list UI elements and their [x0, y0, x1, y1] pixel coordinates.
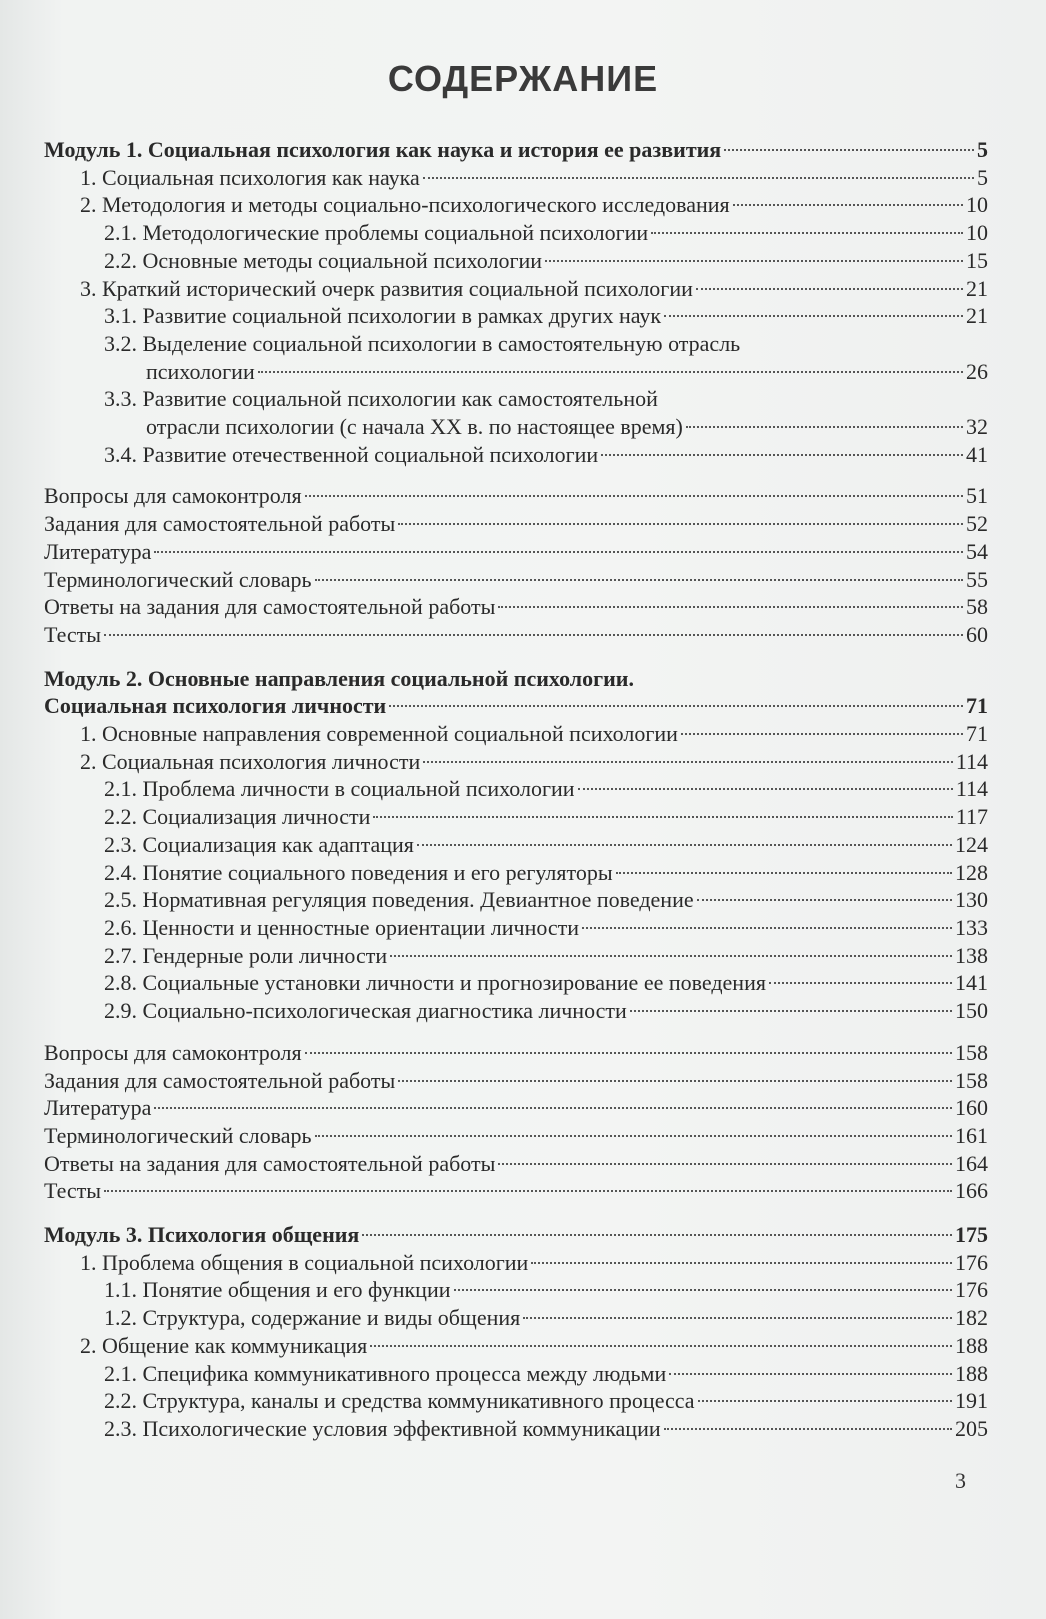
entry-label: 2.7. Гендерные роли личности — [104, 942, 388, 968]
dot-leader — [669, 1373, 952, 1375]
toc-extra-entry[interactable] — [44, 593, 988, 621]
entry-label: Тесты — [44, 1178, 102, 1204]
entry-page: 10 — [966, 220, 988, 246]
entry-page: 124 — [955, 831, 988, 857]
dot-leader — [582, 927, 952, 929]
entry-page: 141 — [955, 970, 988, 996]
dot-leader — [616, 872, 952, 874]
toc-entry[interactable] — [44, 859, 988, 887]
entry-page: 164 — [955, 1150, 988, 1176]
entry-label: 2.1. Методологические проблемы социальной психологии — [104, 220, 649, 246]
dot-leader — [630, 1010, 952, 1012]
toc-entry[interactable] — [44, 1249, 988, 1277]
toc-extra-entry[interactable] — [44, 566, 988, 594]
entry-page: 133 — [955, 914, 988, 940]
dot-leader — [398, 523, 963, 525]
toc-entry[interactable] — [44, 1360, 988, 1388]
dot-leader — [545, 260, 963, 262]
entry-label: 2.3. Психологические условия эффективной коммуникации — [104, 1415, 661, 1441]
toc-entry[interactable] — [44, 164, 988, 192]
entry-page: 205 — [955, 1415, 988, 1441]
module-section — [44, 1221, 988, 1443]
dot-leader — [769, 982, 952, 984]
toc-entry[interactable] — [44, 720, 988, 748]
dot-leader — [315, 1135, 952, 1137]
dot-leader — [454, 1289, 953, 1291]
entry-page: 54 — [966, 538, 988, 564]
entry-page: 182 — [955, 1305, 988, 1331]
entry-page: 52 — [966, 511, 988, 537]
toc-entry[interactable] — [44, 441, 988, 469]
entry-label: Вопросы для самоконтроля — [44, 1039, 302, 1065]
entry-page: 117 — [955, 804, 988, 830]
page-number: 3 — [955, 1468, 966, 1493]
entry-page: 51 — [966, 483, 988, 509]
entry-label: Вопросы для самоконтроля — [44, 483, 302, 509]
dot-leader — [258, 371, 963, 373]
dot-leader — [686, 426, 963, 428]
entry-label: 2.1. Специфика коммуникативного процесса между людьми — [104, 1360, 667, 1386]
entry-page: 158 — [955, 1067, 988, 1093]
entry-label: 1.2. Структура, содержание и виды общения — [104, 1305, 521, 1331]
page-title: СОДЕРЖАНИЕ — [387, 58, 659, 99]
toc-extra-entry[interactable] — [44, 1067, 988, 1095]
entry-label: Ответы на задания для самостоятельной работы — [44, 1150, 496, 1176]
module-section — [44, 665, 988, 1205]
entry-label: 2.9. Социально-психологическая диагностика личности — [104, 998, 627, 1024]
entry-label: 1. Социальная психология как наука — [80, 164, 420, 190]
toc-extra-entry[interactable] — [44, 538, 988, 566]
toc-entry-line: 3.3. Развитие социальной психологии как самостоятельной — [104, 386, 658, 412]
module-heading[interactable] — [44, 136, 988, 164]
toc-entry[interactable] — [44, 942, 988, 970]
toc-entry[interactable] — [44, 1387, 988, 1415]
entry-label: 3.1. Развитие социальной психологии в рамках других наук — [104, 303, 662, 329]
module-heading[interactable] — [44, 1221, 988, 1249]
toc-extra-entry[interactable] — [44, 621, 988, 649]
toc-entry[interactable] — [44, 886, 988, 914]
dot-leader — [664, 1428, 952, 1430]
dot-leader — [305, 1052, 952, 1054]
entry-page: 10 — [966, 192, 988, 218]
entry-label: 2. Социальная психология личности — [80, 748, 421, 774]
entry-page: 188 — [955, 1332, 988, 1358]
toc-entry[interactable] — [44, 413, 988, 441]
toc-entry[interactable] — [44, 831, 988, 859]
entry-label: 2.8. Социальные установки личности и прогнозирование ее поведения — [104, 970, 766, 996]
dot-leader — [104, 1190, 952, 1192]
entry-page: 150 — [955, 998, 988, 1024]
dot-leader — [390, 955, 952, 957]
dot-leader — [578, 788, 953, 790]
entry-label: Социальная психология личности — [44, 693, 387, 719]
entry-page: 71 — [966, 693, 988, 719]
toc-entry[interactable] — [44, 775, 988, 803]
entry-page: 21 — [966, 275, 988, 301]
entry-label: Модуль 3. Психология общения — [44, 1222, 360, 1248]
entry-page: 21 — [966, 303, 988, 329]
dot-leader — [370, 1345, 952, 1347]
module-heading-line: Модуль 2. Основные направления социальной психологии. — [44, 665, 634, 691]
entry-page: 138 — [955, 942, 988, 968]
entry-label: Модуль 1. Социальная психология как наука и история ее развития — [44, 137, 722, 162]
entry-page: 128 — [955, 859, 988, 885]
entry-page: 130 — [955, 887, 988, 913]
dot-leader — [423, 177, 974, 179]
dot-leader — [305, 495, 963, 497]
module-section — [44, 136, 988, 649]
entry-label: отрасли психологии (с начала XX в. по настоящее время) — [146, 414, 683, 440]
entry-page: 175 — [955, 1222, 988, 1248]
dot-leader — [601, 454, 963, 456]
entry-label: 2.5. Нормативная регуляция поведения. Девиантное поведение — [104, 887, 694, 913]
entry-page: 188 — [955, 1360, 988, 1386]
entry-label: Терминологический словарь — [44, 1122, 312, 1148]
entry-label: 2. Общение как коммуникация — [80, 1332, 368, 1358]
entry-page: 166 — [955, 1178, 988, 1204]
entry-label: Задания для самостоятельной работы — [44, 511, 396, 537]
dot-leader — [423, 761, 953, 763]
toc-entry[interactable] — [44, 914, 988, 942]
dot-leader — [417, 844, 952, 846]
toc-entry[interactable] — [44, 1415, 988, 1443]
toc-entry[interactable] — [44, 1276, 988, 1304]
toc-entry[interactable] — [44, 1332, 988, 1360]
dot-leader — [389, 705, 963, 707]
entry-label: 1.1. Понятие общения и его функции — [104, 1277, 451, 1303]
module-heading[interactable] — [44, 692, 988, 720]
entry-page: 58 — [966, 594, 988, 620]
entry-label: психологии — [146, 358, 255, 384]
entry-page: 15 — [966, 247, 988, 273]
dot-leader — [724, 149, 974, 151]
toc-entry[interactable] — [44, 969, 988, 997]
entry-page: 176 — [955, 1277, 988, 1303]
dot-leader — [523, 1317, 952, 1319]
entry-label: 2.1. Проблема личности в социальной психологии — [104, 776, 575, 802]
entry-page: 114 — [955, 748, 988, 774]
entry-label: 2. Методология и методы социально-психологического исследования — [80, 192, 730, 218]
entry-page: 5 — [977, 164, 988, 190]
toc-entry[interactable] — [44, 748, 988, 776]
entry-page: 71 — [966, 721, 988, 747]
toc-extra-entry[interactable] — [44, 1122, 988, 1150]
table-of-contents — [44, 136, 988, 1459]
toc-entry[interactable] — [44, 191, 988, 219]
entry-label: Задания для самостоятельной работы — [44, 1067, 396, 1093]
entry-label: 2.3. Социализация как адаптация — [104, 831, 414, 857]
entry-label: 2.6. Ценности и ценностные ориентации личности — [104, 914, 580, 940]
dot-leader — [696, 288, 963, 290]
entry-label: Литература — [44, 1095, 152, 1121]
entry-page: 114 — [955, 776, 988, 802]
entry-page: 158 — [955, 1039, 988, 1065]
dot-leader — [362, 1234, 952, 1236]
entry-label: 3. Краткий исторический очерк развития социальной психологии — [80, 275, 693, 301]
entry-page: 32 — [966, 414, 988, 440]
entry-label: 2.2. Структура, каналы и средства коммуникативного процесса — [104, 1388, 695, 1414]
entry-label: 1. Проблема общения в социальной психологии — [80, 1249, 529, 1275]
dot-leader — [104, 634, 963, 636]
dot-leader — [154, 551, 963, 553]
toc-entry[interactable] — [44, 803, 988, 831]
dot-leader — [531, 1262, 952, 1264]
dot-leader — [697, 899, 952, 901]
dot-leader — [733, 204, 963, 206]
dot-leader — [315, 579, 963, 581]
toc-extra-entry[interactable] — [44, 1094, 988, 1122]
toc-entry[interactable] — [44, 1304, 988, 1332]
toc-entry[interactable] — [44, 358, 988, 386]
entry-label: Тесты — [44, 621, 102, 647]
toc-entry[interactable] — [44, 275, 988, 303]
entry-label: Ответы на задания для самостоятельной работы — [44, 594, 496, 620]
toc-extra-entry[interactable] — [44, 1039, 988, 1067]
dot-leader — [681, 733, 963, 735]
dot-leader — [398, 1080, 952, 1082]
toc-extra-entry[interactable] — [44, 482, 988, 510]
entry-label: Терминологический словарь — [44, 566, 312, 592]
dot-leader — [698, 1400, 952, 1402]
dot-leader — [664, 315, 963, 317]
toc-entry[interactable] — [44, 997, 988, 1025]
dot-leader — [373, 816, 952, 818]
entry-page: 160 — [955, 1095, 988, 1121]
entry-label: 3.4. Развитие отечественной социальной психологии — [104, 441, 599, 467]
entry-label: Литература — [44, 538, 152, 564]
toc-entry[interactable] — [44, 302, 988, 330]
dot-leader — [651, 232, 963, 234]
entry-page: 5 — [977, 137, 988, 162]
entry-page: 176 — [955, 1249, 988, 1275]
toc-extra-entry[interactable] — [44, 510, 988, 538]
dot-leader — [154, 1107, 952, 1109]
entry-label: 2.4. Понятие социального поведения и его регуляторы — [104, 859, 613, 885]
toc-extra-entry[interactable] — [44, 1177, 988, 1205]
toc-entry-line: 3.2. Выделение социальной психологии в самостоятельную отрасль — [104, 330, 741, 356]
dot-leader — [498, 606, 963, 608]
entry-page: 161 — [955, 1122, 988, 1148]
spacer — [44, 1025, 988, 1039]
entry-label: 2.2. Социализация личности — [104, 804, 371, 830]
entry-page: 26 — [966, 358, 988, 384]
entry-page: 60 — [966, 621, 988, 647]
toc-extra-entry[interactable] — [44, 1150, 988, 1178]
entry-page: 41 — [966, 441, 988, 467]
dot-leader — [498, 1163, 952, 1165]
entry-page: 191 — [955, 1388, 988, 1414]
entry-label: 1. Основные направления современной социальной психологии — [80, 721, 678, 747]
toc-entry[interactable] — [44, 247, 988, 275]
spacer — [44, 468, 988, 482]
toc-entry[interactable] — [44, 219, 988, 247]
entry-label: 2.2. Основные методы социальной психологии — [104, 247, 543, 273]
entry-page: 55 — [966, 566, 988, 592]
